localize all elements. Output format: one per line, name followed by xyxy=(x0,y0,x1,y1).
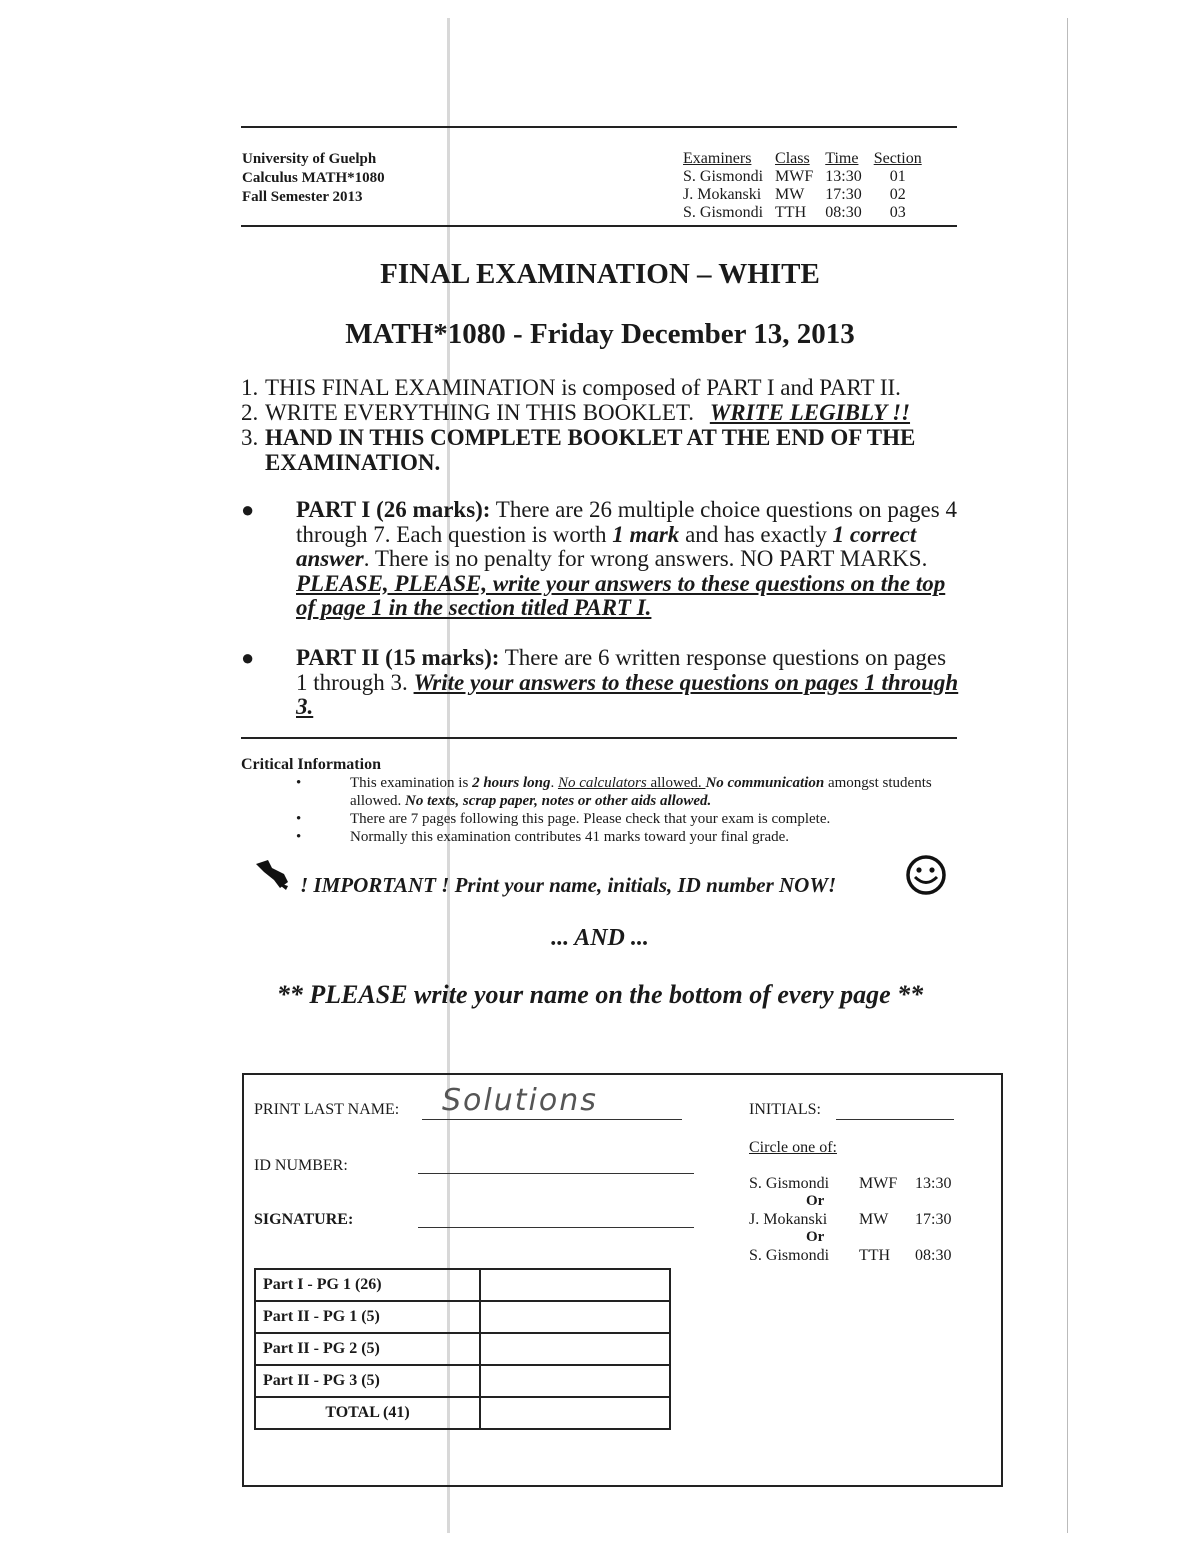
choice-examiner: J. Mokanski xyxy=(749,1211,828,1228)
examiner: S. Gismondi xyxy=(683,168,764,185)
header-rule xyxy=(241,225,957,227)
choice-time: 08:30 xyxy=(915,1247,952,1264)
circle-one-label: Circle one of: xyxy=(749,1139,837,1156)
critical-list xyxy=(296,774,946,846)
examiner-row xyxy=(677,186,928,204)
bullet: • xyxy=(296,811,302,827)
choice-examiner: S. Gismondi xyxy=(749,1247,830,1264)
col-class: Class xyxy=(775,150,810,167)
instruction-3 xyxy=(241,425,961,475)
choice-class: MWF xyxy=(859,1175,898,1192)
top-rule xyxy=(241,126,957,128)
marks-cell xyxy=(480,1269,670,1301)
marks-table xyxy=(254,1268,671,1430)
last-name-label: PRINT LAST NAME: xyxy=(254,1101,400,1118)
signature-field[interactable] xyxy=(418,1227,694,1228)
part1-t3: . There is no penalty for wrong answers. NO PART MARKS. xyxy=(363,546,928,571)
university-name: University of Guelph xyxy=(242,151,377,167)
or-label: Or xyxy=(806,1193,825,1209)
part2-bullet xyxy=(241,646,961,720)
time: 13:30 xyxy=(825,168,862,185)
instruction-number: 2. xyxy=(241,400,259,425)
instruction-text: WRITE EVERYTHING IN THIS BOOKLET. xyxy=(265,400,695,425)
critical-c1h: No texts, scrap paper, notes or other aids allowed. xyxy=(404,793,712,809)
critical-rule xyxy=(241,737,957,739)
examiner-table xyxy=(677,150,928,222)
bullet: • xyxy=(296,829,302,845)
critical-c1g: amongst students allowed. xyxy=(350,775,932,809)
university-block xyxy=(242,150,385,207)
examiner-row xyxy=(677,168,928,186)
class: MWF xyxy=(775,168,814,185)
id-number-label: ID NUMBER: xyxy=(254,1157,348,1174)
instruction-emphasis: WRITE LEGIBLY !! xyxy=(709,400,911,425)
part1-answer: 1 correct answer xyxy=(296,521,917,571)
marks-row xyxy=(255,1365,670,1397)
choice-time: 17:30 xyxy=(915,1211,952,1228)
section-choice-3[interactable] xyxy=(749,1247,951,1265)
or-label: Or xyxy=(806,1229,825,1245)
initials-field[interactable] xyxy=(836,1119,954,1120)
choice-class: MW xyxy=(859,1211,889,1228)
marks-total-label: TOTAL (41) xyxy=(255,1397,480,1429)
exam-title: FINAL EXAMINATION – WHITE xyxy=(380,258,820,290)
marks-row xyxy=(255,1301,670,1333)
part1-heading: PART I (26 marks): xyxy=(296,497,491,522)
critical-c2: There are 7 pages following this page. Please check that your exam is complete. xyxy=(350,811,831,827)
part1-t1: There are 26 multiple choice questions on pages 4 through 7. Each question is worth xyxy=(296,497,957,547)
marks-cell xyxy=(480,1333,670,1365)
please-notice: ** PLEASE write your name on the bottom of every page ** xyxy=(276,980,924,1009)
marks-label: Part II - PG 1 (5) xyxy=(255,1301,480,1333)
class: TTH xyxy=(775,204,807,221)
part2-heading: PART II (15 marks): xyxy=(296,645,500,670)
id-number-field[interactable] xyxy=(418,1173,694,1174)
part2-t1: There are 6 written response questions on pages 1 through 3. xyxy=(296,645,947,695)
instruction-2 xyxy=(241,400,961,425)
and-line: ... AND ... xyxy=(551,925,649,951)
class: MW xyxy=(775,186,805,203)
last-name-field[interactable] xyxy=(422,1085,682,1120)
marks-label: Part I - PG 1 (26) xyxy=(255,1269,480,1301)
instruction-text: HAND IN THIS COMPLETE BOOKLET AT THE END OF THE EXAMINATION. xyxy=(265,425,916,475)
critical-item xyxy=(296,828,946,846)
section-choice-1[interactable] xyxy=(749,1175,951,1193)
choice-time: 13:30 xyxy=(915,1175,952,1192)
pointing-hand-icon xyxy=(254,858,292,892)
critical-c1b: 2 hours long xyxy=(472,775,551,791)
part1-emphasis: PLEASE, PLEASE, write your answers to these questions on the top of page 1 in the section titled PART I. xyxy=(296,570,946,620)
time: 17:30 xyxy=(825,186,862,203)
examiner: J. Mokanski xyxy=(683,186,762,203)
time: 08:30 xyxy=(825,204,862,221)
marks-row xyxy=(255,1333,670,1365)
exam-subtitle: MATH*1080 - Friday December 13, 2013 xyxy=(345,318,855,350)
signature-label: SIGNATURE: xyxy=(254,1211,354,1228)
part2-emphasis: Write your answers to these questions on pages 1 through 3. xyxy=(296,669,959,719)
semester: Fall Semester 2013 xyxy=(242,189,363,205)
course-name: Calculus MATH*1080 xyxy=(242,170,385,186)
section-choice-2[interactable] xyxy=(749,1211,951,1229)
critical-item xyxy=(296,774,946,810)
col-examiners: Examiners xyxy=(683,150,752,167)
col-section: Section xyxy=(873,150,922,167)
instruction-number: 1. xyxy=(241,375,259,400)
critical-c1d: No calculators xyxy=(557,775,647,791)
bullet-dot: ● xyxy=(241,645,255,670)
instruction-text: THIS FINAL EXAMINATION is composed of PART I and PART II. xyxy=(265,375,901,400)
examiner: S. Gismondi xyxy=(683,204,764,221)
choice-examiner: S. Gismondi xyxy=(749,1175,830,1192)
marks-cell xyxy=(480,1365,670,1397)
critical-c1f: No communication xyxy=(705,775,825,791)
initials-label: INITIALS: xyxy=(749,1101,821,1118)
important-notice: ! IMPORTANT ! Print your name, initials, ID number NOW! xyxy=(300,873,837,897)
critical-heading: Critical Information xyxy=(241,756,381,773)
marks-cell xyxy=(480,1301,670,1333)
instruction-list xyxy=(241,375,961,475)
critical-c1a: This examination is xyxy=(350,775,473,791)
section: 01 xyxy=(889,168,906,185)
part1-bullet xyxy=(241,498,961,621)
critical-c1c: . xyxy=(550,775,558,791)
bullet-dot: ● xyxy=(241,497,255,522)
part1-mark: 1 mark xyxy=(612,521,680,547)
part1-t2: and has exactly xyxy=(679,521,833,547)
critical-c1e: allowed. xyxy=(646,775,706,791)
instruction-number: 3. xyxy=(241,425,259,450)
last-name-handwritten: Solutions xyxy=(442,1083,598,1118)
marks-label: Part II - PG 3 (5) xyxy=(255,1365,480,1397)
critical-item xyxy=(296,810,946,828)
instruction-1 xyxy=(241,375,961,400)
critical-c3: Normally this examination contributes 41 marks toward your final grade. xyxy=(350,829,790,845)
section: 02 xyxy=(889,186,906,203)
student-info-box xyxy=(242,1073,1003,1487)
bullet: • xyxy=(296,775,302,791)
col-time: Time xyxy=(825,150,859,167)
scan-line-right xyxy=(1067,18,1068,1533)
part2-text xyxy=(296,646,961,720)
examiner-row xyxy=(677,204,928,222)
part1-text xyxy=(296,498,961,621)
marks-label: Part II - PG 2 (5) xyxy=(255,1333,480,1365)
smiley-icon xyxy=(904,855,948,895)
marks-cell xyxy=(480,1397,670,1429)
marks-row xyxy=(255,1269,670,1301)
marks-row xyxy=(255,1397,670,1429)
choice-class: TTH xyxy=(859,1247,891,1264)
section: 03 xyxy=(889,204,906,221)
